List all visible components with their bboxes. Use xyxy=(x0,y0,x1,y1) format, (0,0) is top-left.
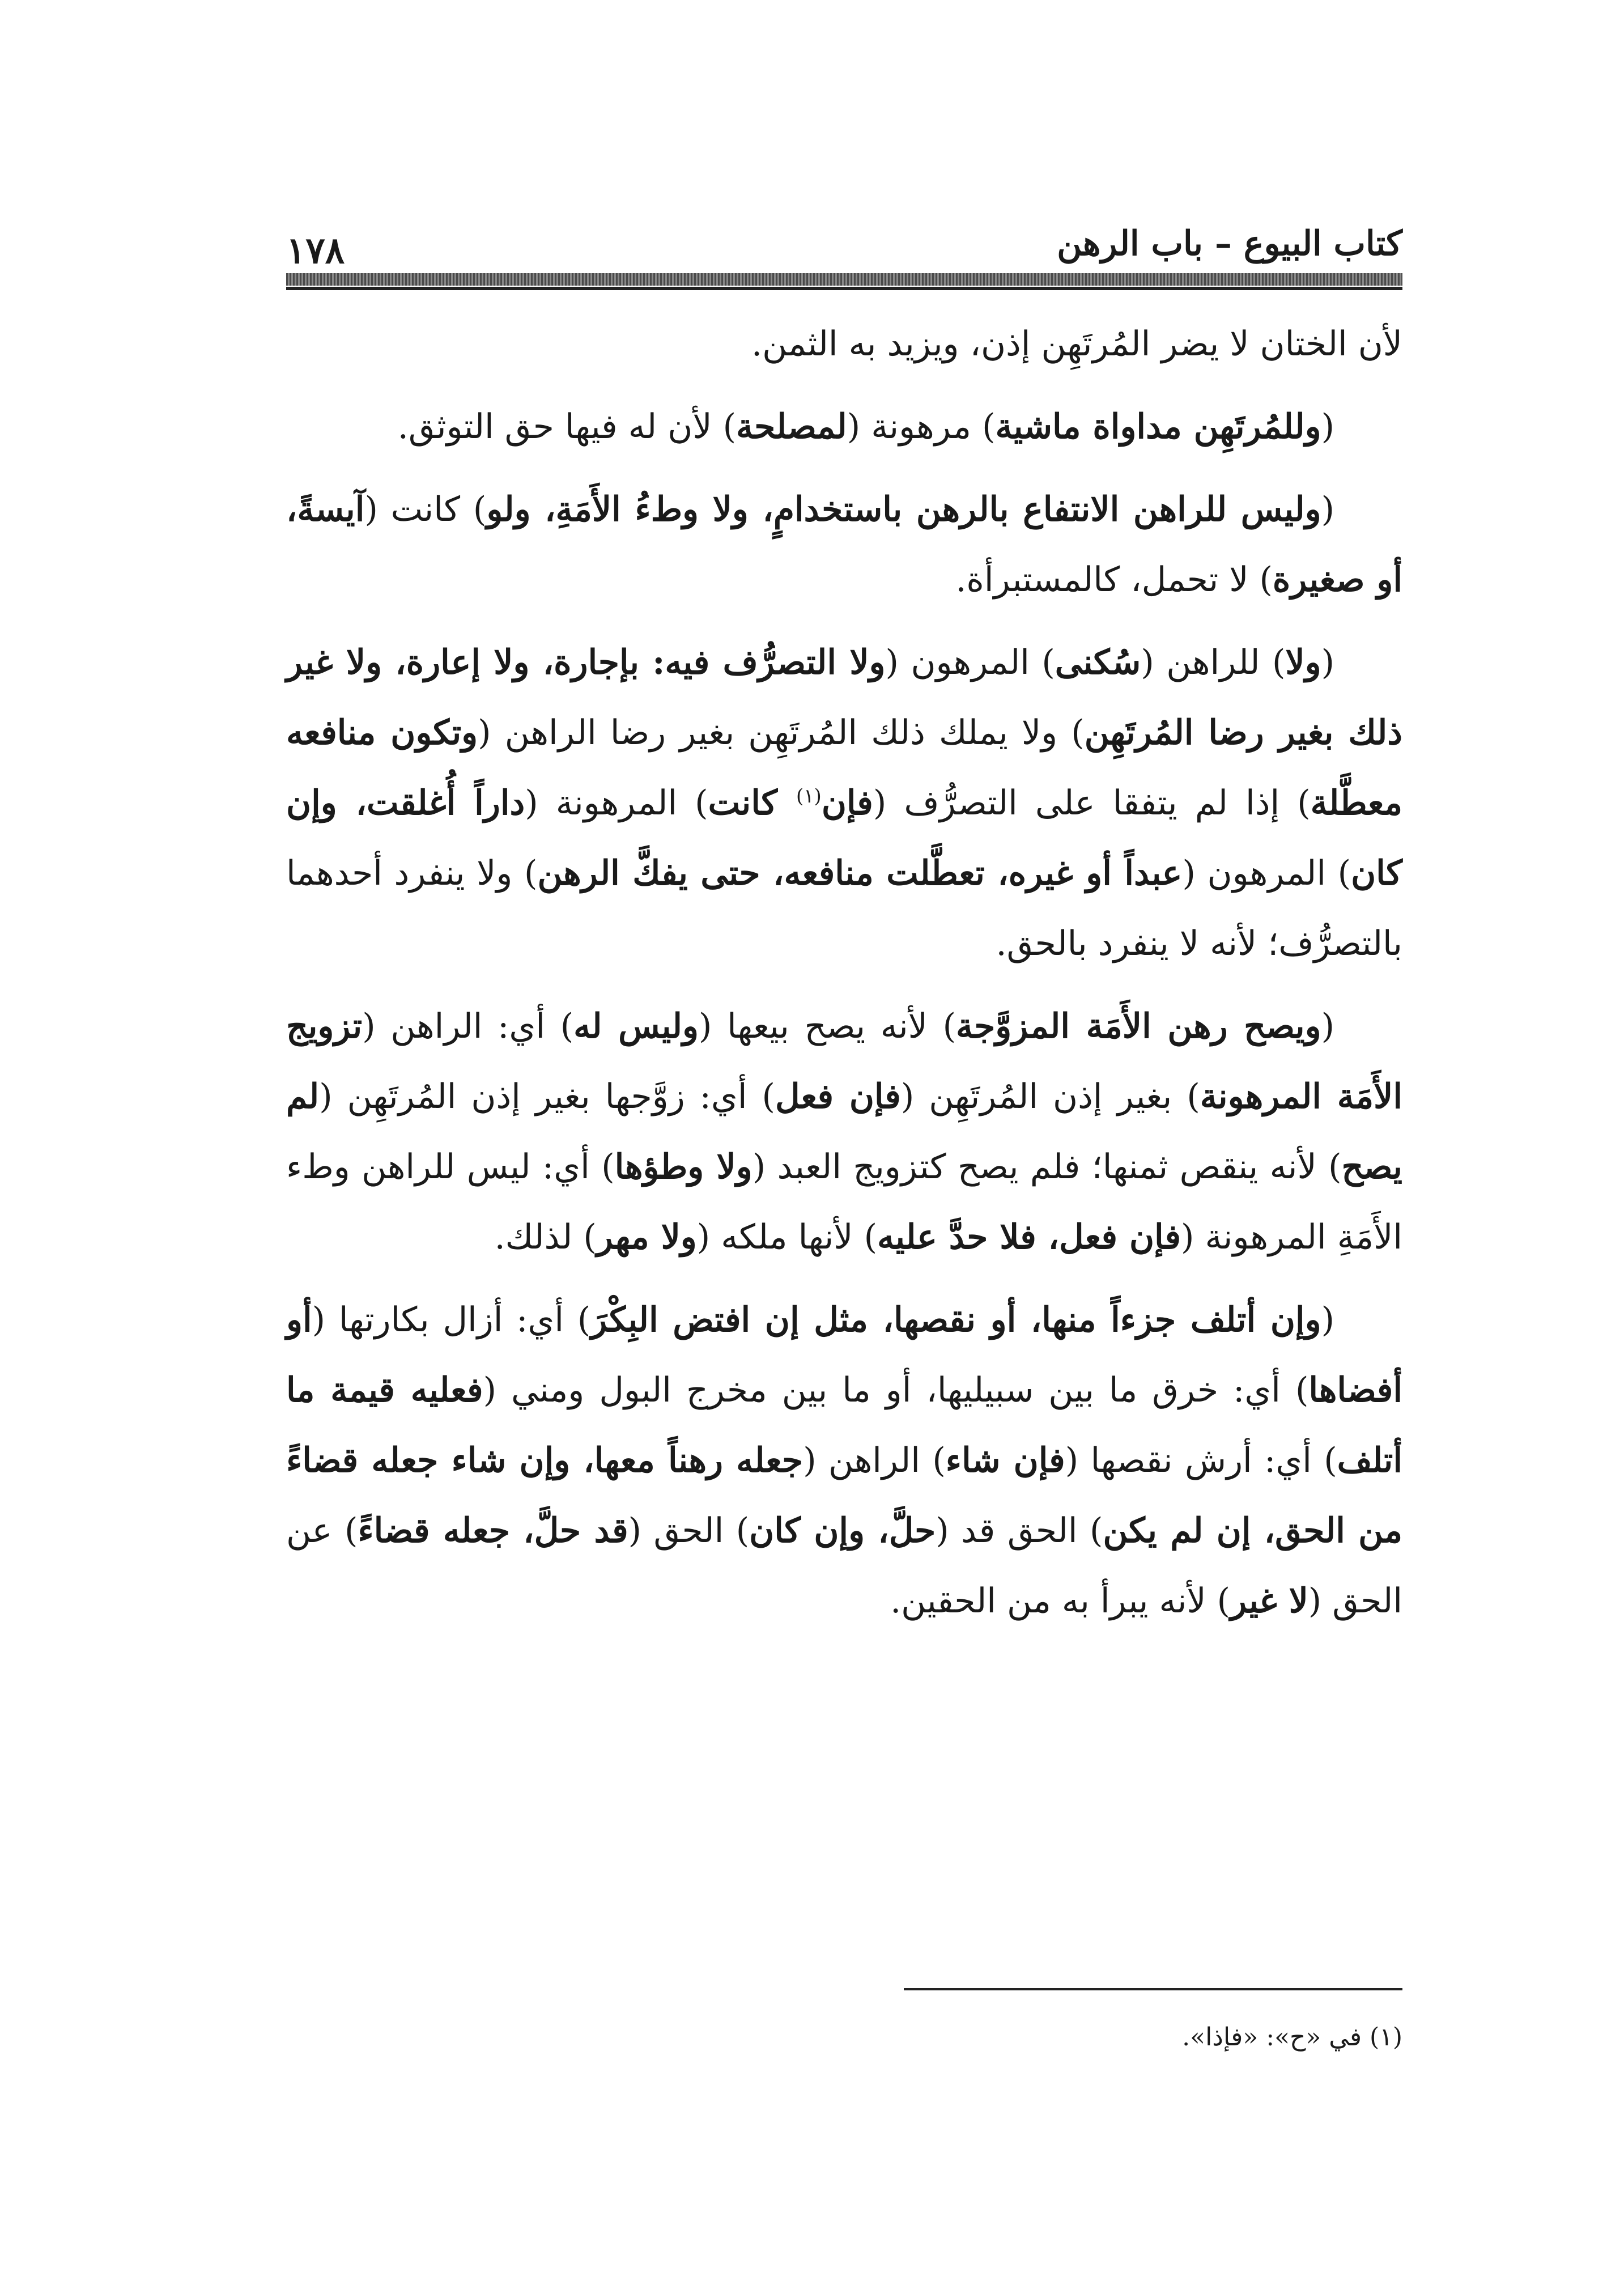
text-run: لأن الختان لا يضر المُرتَهِن إذن، ويزيد به الثمن. xyxy=(751,324,1402,364)
footnote-marker: (١) xyxy=(1370,2023,1402,2052)
text-run: ( xyxy=(1321,1300,1334,1340)
text-run: ) إذا لم يتفقا على التصرُّف ( xyxy=(873,783,1311,823)
header-rule xyxy=(286,287,1402,290)
text-run: ) لذلك. xyxy=(494,1217,597,1257)
text-run: ) ولا ينفرد أحدهما بالتصرُّف؛ لأنه لا ينفرد بالحق. xyxy=(286,853,1402,963)
paragraph xyxy=(286,991,1402,1272)
text-run: ) الحق قد ( xyxy=(936,1511,1103,1551)
bold-text-run: فإن فعل xyxy=(775,1077,901,1116)
text-run: ) المرهونة ( xyxy=(525,783,708,823)
bold-text-run: فإن xyxy=(821,783,873,823)
paragraph xyxy=(286,1285,1402,1636)
bold-text-run: فعليه قيمة ما أتلف xyxy=(286,1370,1403,1480)
bold-text-run: وليس للراهن الانتفاع بالرهن باستخدامٍ، ولا وطءُ الأَمَةِ، ولو xyxy=(486,490,1321,529)
text-run: ) أي: أزال بكارتها ( xyxy=(312,1300,591,1340)
text-run: ) مرهونة ( xyxy=(847,407,996,447)
bold-text-run: وللمُرتَهِن مداواة ماشية xyxy=(995,407,1321,447)
text-run: ) لأنه يصح بيعها ( xyxy=(699,1007,956,1046)
text-run: ) أي: أرش نقصها ( xyxy=(1065,1441,1337,1480)
bold-text-run: لم يصح xyxy=(286,1077,1402,1187)
text-run: ) المرهون ( xyxy=(1182,853,1351,893)
text-run: ) الراهن ( xyxy=(803,1441,946,1480)
text-run: ) ولا يملك ذلك المُرتَهِن بغير رضا الراهن ( xyxy=(478,713,1085,753)
bold-text-run: داراً أُغلقت، وإن كان xyxy=(286,783,1402,893)
bold-text-run: آيسةً، أو صغيرة xyxy=(286,490,1402,600)
paragraph xyxy=(286,392,1402,462)
bold-text-run: عبداً أو غيره، تعطَّلت منافعه، حتى يفكَّ الرهن xyxy=(537,853,1183,893)
bold-text-run: ولا مهر xyxy=(596,1217,697,1257)
text-run: ) بغير إذن المُرتَهِن ( xyxy=(900,1077,1200,1116)
bold-text-run: لا غير xyxy=(1230,1581,1308,1621)
running-header xyxy=(286,224,1402,272)
body-text xyxy=(286,309,1402,1649)
bold-text-run: وإن أتلف جزءاً منها، أو نقصها، مثل إن افتض البِكْرَ xyxy=(590,1300,1321,1340)
footnote-separator xyxy=(904,1988,1402,1990)
bold-text-run: كانت xyxy=(708,783,797,823)
bold-text-run: قد حلَّ، جعله قضاءً xyxy=(358,1511,628,1551)
text-run: ( xyxy=(1321,643,1335,682)
section-title: كتاب البيوع – باب الرهن xyxy=(1057,224,1402,264)
text-run: ) كانت ( xyxy=(364,490,487,529)
bold-text-run: وتكون منافعه معطَّلة xyxy=(286,713,1403,823)
bold-text-run: ولا التصرُّف فيه: بإجارة، ولا إعارة، ولا غير ذلك بغير رضا المُرتَهِن xyxy=(286,643,1403,753)
bold-text-run: تزويج الأَمَة المرهونة xyxy=(286,1007,1402,1116)
text-run: ) أي: الراهن ( xyxy=(362,1007,574,1046)
bold-text-run: فإن شاء xyxy=(945,1441,1065,1480)
bold-text-run: سُكنى xyxy=(1055,643,1141,682)
page-number: ١٧٨ xyxy=(286,230,345,272)
text-run: ) أي: زوَّجها بغير إذن المُرتَهِن ( xyxy=(319,1077,775,1116)
bold-text-run: لمصلحة xyxy=(736,407,847,447)
bold-text-run: وليس له xyxy=(573,1007,699,1046)
bold-text-run: حلَّ، وإن كان xyxy=(749,1511,936,1551)
footnotes xyxy=(286,2018,1402,2057)
text-run: ) لأن له فيها حق التوثق. xyxy=(397,407,737,447)
text-run: ) للراهن ( xyxy=(1141,643,1286,682)
text-run: ) أي: ليس للراهن وطء الأَمَةِ المرهونة ( xyxy=(286,1147,1402,1257)
text-run: ) لأنه ينقص ثمنها؛ فلم يصح كتزويج العبد ( xyxy=(752,1147,1342,1187)
footnote-text: في «ح»: «فإذا». xyxy=(1182,2023,1362,2052)
bold-text-run: فإن فعل، فلا حدَّ عليه xyxy=(877,1217,1181,1257)
paragraph xyxy=(286,627,1402,979)
text-run: ) أي: خرق ما بين سبيليها، أو ما بين مخرج البول ومني ( xyxy=(483,1370,1309,1410)
text-run: ) لأنه يبرأ به من الحقين. xyxy=(890,1581,1231,1621)
text-run: ( xyxy=(1321,407,1334,447)
text-run: ) الحق ( xyxy=(628,1511,750,1551)
bold-text-run: جعله رهناً معها، وإن شاء جعله قضاءً من الحق، إن لم يكن xyxy=(286,1441,1402,1551)
text-run: ( xyxy=(1321,490,1334,529)
bold-text-run: ولا xyxy=(1285,643,1321,682)
header-decorative-rule xyxy=(286,273,1402,286)
paragraph xyxy=(286,309,1402,379)
paragraph xyxy=(286,474,1402,615)
bold-text-run: أو أفضاها xyxy=(286,1300,1403,1410)
text-run: ) عن الحق ( xyxy=(286,1511,1402,1621)
footnote-reference: (١) xyxy=(796,785,822,808)
text-run: ) لأنها ملكه ( xyxy=(696,1217,877,1257)
text-run: ( xyxy=(1321,1007,1335,1046)
text-run: ) المرهون ( xyxy=(885,643,1055,682)
footnote-item xyxy=(286,2018,1402,2057)
bold-text-run: ويصح رهن الأَمَة المزوَّجة xyxy=(956,1007,1321,1046)
bold-text-run: ولا وطؤها xyxy=(614,1147,753,1187)
text-run: ) لا تحمل، كالمستبرأة. xyxy=(955,560,1273,600)
